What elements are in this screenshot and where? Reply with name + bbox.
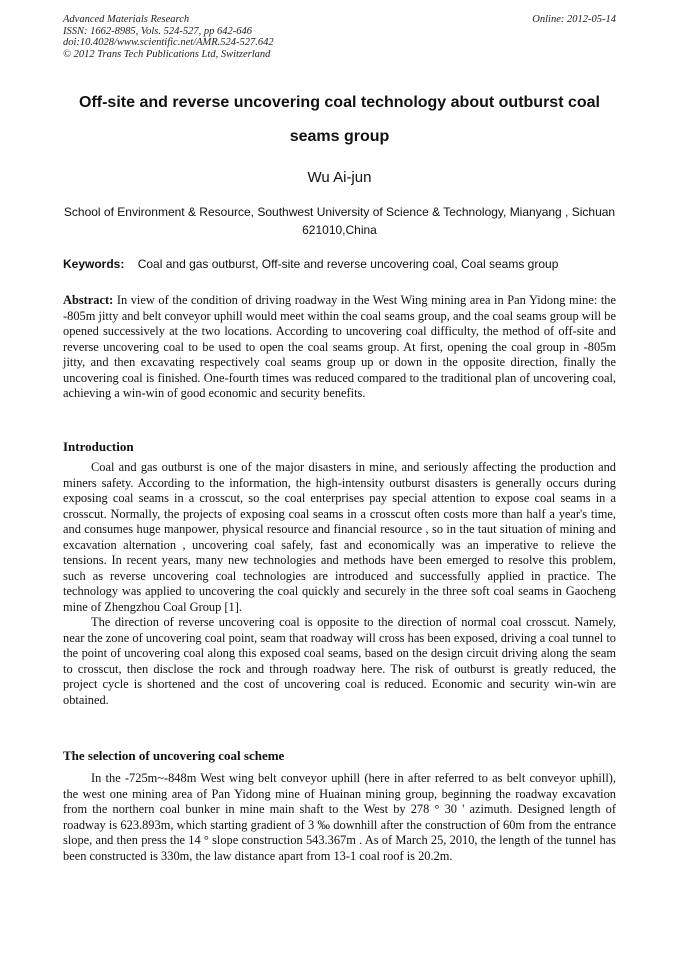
online-date: Online: 2012-05-14: [532, 14, 616, 25]
issn-line: ISSN: 1662-8985, Vols. 524-527, pp 642-646: [63, 25, 252, 37]
journal-name: Advanced Materials Research: [63, 14, 190, 25]
keywords-label: Keywords:: [63, 257, 125, 271]
author-name: Wu Ai-jun: [307, 169, 372, 186]
section-heading-selection: The selection of uncovering coal scheme: [63, 748, 285, 763]
publication-header: [63, 14, 616, 60]
paragraph: In the -725m~-848m West wing belt conveyor uphill (here in after referred to as belt conveyor uphill), the west one mining area of Pan Yidong mine of Huainan mining group, beginning the roadway excavation from the northern coal bunker in mine main shaft to the West by 278 ° 30 ' azimuth. Designed length of roadway is 623.893m, which starting gradient of 3 ‰ downhill after the construction of 60m from the entrance slope, and then press the 14 ° slope construction 543.367m . As of March 25, 2010, the length of the tunnel has been constructed is 330m, the law distance apart from 13-1 coal roof is 20.2m.: [63, 771, 616, 863]
section-heading-introduction: Introduction: [63, 439, 134, 454]
paragraph: Coal and gas outburst is one of the major disasters in mine, and seriously affecting the production and miners safety. According to the information, the high-intensity outburst disasters is generally occurs during exposing coal seams in a crosscut, so the coal enterprises pay special attention to expose coal seams in a crosscut. Normally, the projects of exposing coal seams in a crosscut often costs more than half a year's time, and consumes huge manpower, physical resource and financial resource , so in the taut situation of mining and excavation alternation , uncovering coal safely, fast and economically was an imperative to relieve the tensions. In recent years, many new technologies and methods have been emerged to resolve this problem, such as reverse uncovering coal technologies are introduced and successfully applied in practice. The technology was applied to uncovering the coal quickly and securely in the three soft coal seams in Gaocheng mine of Zhengzhou Coal Group [1].: [63, 460, 616, 614]
section-introduction: [63, 460, 616, 708]
section-selection: [63, 771, 616, 864]
doi-line: doi:10.4028/www.scientific.net/AMR.524-527.642: [63, 37, 274, 48]
keywords-text: Coal and gas outburst, Off-site and reverse uncovering coal, Coal seams group: [137, 257, 559, 271]
abstract-label: Abstract:: [63, 293, 114, 307]
paragraph: The direction of reverse uncovering coal is opposite to the direction of normal coal crosscut. Namely, near the zone of uncovering coal point, seam that roadway will cross has been exposed, driving a coal tunnel to the point of uncovering coal along this exposed coal seams, based on the design circuit driving along the seam to crosscut, then disclose the rock and through roadway here. The risk of outburst is greatly reduced, the project cycle is shortened and the cost of uncovering coal is reduced. Economic and security win-win are obtained.: [63, 615, 616, 707]
keywords: [63, 257, 616, 272]
author-affiliation: School of Environment & Resource, Southwest University of Science & Technology, Mianyang , Sichuan 621010,China: [63, 205, 616, 237]
copyright-line: © 2012 Trans Tech Publications Ltd, Switzerland: [63, 48, 271, 60]
abstract-text: In view of the condition of driving roadway in the West Wing mining area in Pan Yidong mine: the -805m jitty and belt conveyor uphill would meet within the coal seams group, and the coal seams group will be opened successively at the two locations. According to uncovering coal difficulty, the method of off-site and reverse uncovering coal to be used to open the coal seams group. At first, opening the coal group in -805m jitty, and then excavating respectively coal seams group up or down in the opposite direction, finally the uncovering coal is finished. One-fourth times was reduced compared to the traditional plan of uncovering coal, achieving a win-win of good economic and security benefits.: [63, 293, 616, 400]
paper-title: Off-site and reverse uncovering coal technology about outburst coal seams group: [79, 94, 600, 145]
abstract: [63, 293, 616, 402]
